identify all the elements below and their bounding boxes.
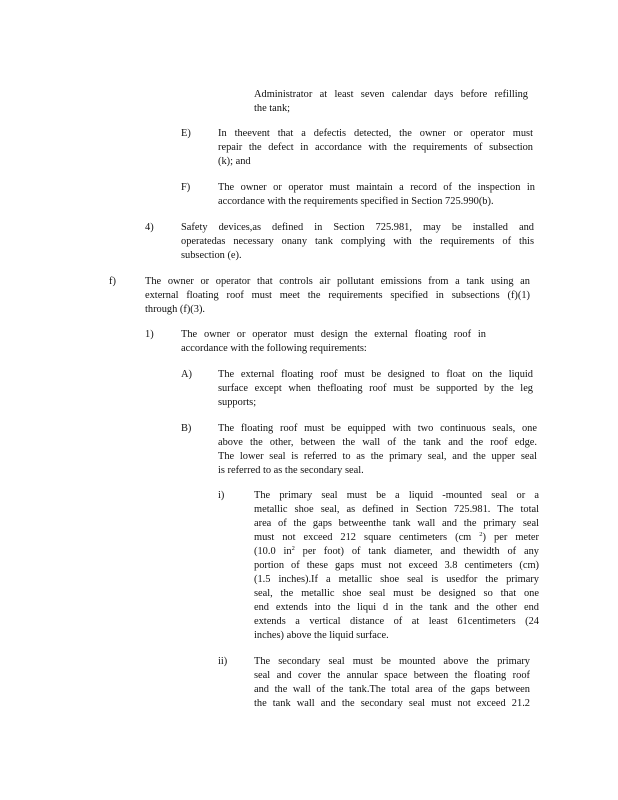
text-line: operatedas necessary onany tank complying with the requirements of this (181, 236, 534, 247)
text-line: In theevent that a defectis detected, the owner or operator must (218, 128, 533, 139)
paragraph-ii (254, 655, 530, 711)
text-line: end extends into the liqui d in the tank and the other end (254, 602, 539, 613)
text-line: surface except when thefloating roof must be supported by the leg (218, 383, 533, 394)
text-line: The external floating roof must be designed to float on the liquid (218, 369, 533, 380)
text-line: The lower seal is referred to as the primary seal, and the upper seal (218, 451, 537, 462)
text-line: and the wall of the tank.The total area of the gaps between (254, 684, 530, 695)
text-line: seal, the metallic shoe seal must be designed so that one (254, 588, 539, 599)
text-line: The owner or operator that controls air pollutant emissions from a tank using an (145, 276, 530, 287)
text-fragment: must not exceed 212 square centimeters (cm (254, 532, 480, 543)
item-label-f-upper: F) (181, 182, 191, 193)
text-line: external floating roof must meet the requirements specified in subsections (f)(1) (145, 290, 530, 301)
text-line: The owner or operator must design the external floating roof in (181, 329, 486, 340)
text-line: the tank wall and the secondary seal must not exceed 21.2 (254, 698, 530, 709)
text-line: supports; (218, 397, 257, 408)
item-label-f-lower: f) (109, 276, 116, 287)
text-line: Safety devices,as defined in Section 725.981, may be installed and (181, 222, 534, 233)
text-line (254, 545, 539, 559)
text-line: The owner or operator must maintain a record of the inspection in (218, 182, 535, 193)
text-line: the tank; (254, 103, 291, 114)
item-label-1: 1) (145, 329, 154, 340)
text-line: extends a vertical distance of at least 61centimeters (24 (254, 616, 539, 627)
text-line: above the other, between the wall of the tank and the roof edge. (218, 437, 537, 448)
text-line: Administrator at least seven calendar days before refilling (254, 89, 528, 100)
item-label-b: B) (181, 423, 192, 434)
item-label-4: 4) (145, 222, 154, 233)
paragraph-f-lower (145, 275, 530, 317)
paragraph-i (254, 489, 539, 643)
item-label-a: A) (181, 369, 192, 380)
text-line: subsection (e). (181, 250, 242, 261)
text-line: metallic shoe seal, as defined in Section 725.981. The total (254, 504, 539, 515)
paragraph-e (218, 127, 533, 169)
text-line: area of the gaps betweenthe tank wall and the primary seal (254, 518, 539, 529)
paragraph-1 (181, 328, 486, 356)
text-fragment: per foot) of tank diameter, and thewidth of any (294, 546, 539, 557)
superscript: 2 (479, 531, 483, 538)
text-line: portion of these gaps must not exceed 3.8 centimeters (cm) (254, 560, 539, 571)
item-label-e: E) (181, 128, 191, 139)
paragraph-d3d-continuation (254, 88, 528, 116)
text-line: The floating roof must be equipped with two continuous seals, one (218, 423, 537, 434)
superscript: 2 (291, 545, 295, 552)
text-line: accordance with the requirements specified in Section 725.990(b). (218, 196, 494, 207)
item-label-ii: ii) (218, 656, 228, 667)
text-line: through (f)(3). (145, 304, 206, 315)
paragraph-f-upper (218, 181, 535, 209)
paragraph-a (218, 368, 533, 410)
text-line: inches) above the liquid surface. (254, 630, 389, 641)
text-line (254, 531, 539, 545)
text-line: The secondary seal must be mounted above the primary (254, 656, 530, 667)
text-line: The primary seal must be a liquid -mounted seal or a (254, 490, 539, 501)
text-line: (k); and (218, 156, 251, 167)
text-line: repair the defect in accordance with the requirements of subsection (218, 142, 533, 153)
paragraph-4 (181, 221, 534, 263)
text-line: seal and cover the annular space between the floating roof (254, 670, 530, 681)
text-fragment: (10.0 in (254, 546, 292, 557)
text-line: (1.5 inches).If a metallic shoe seal is usedfor the primary (254, 574, 539, 585)
text-line: accordance with the following requirements: (181, 343, 367, 354)
item-label-i: i) (218, 490, 225, 501)
paragraph-b (218, 422, 537, 478)
text-line: is referred to as the secondary seal. (218, 465, 364, 476)
text-fragment: ) per meter (482, 532, 539, 543)
